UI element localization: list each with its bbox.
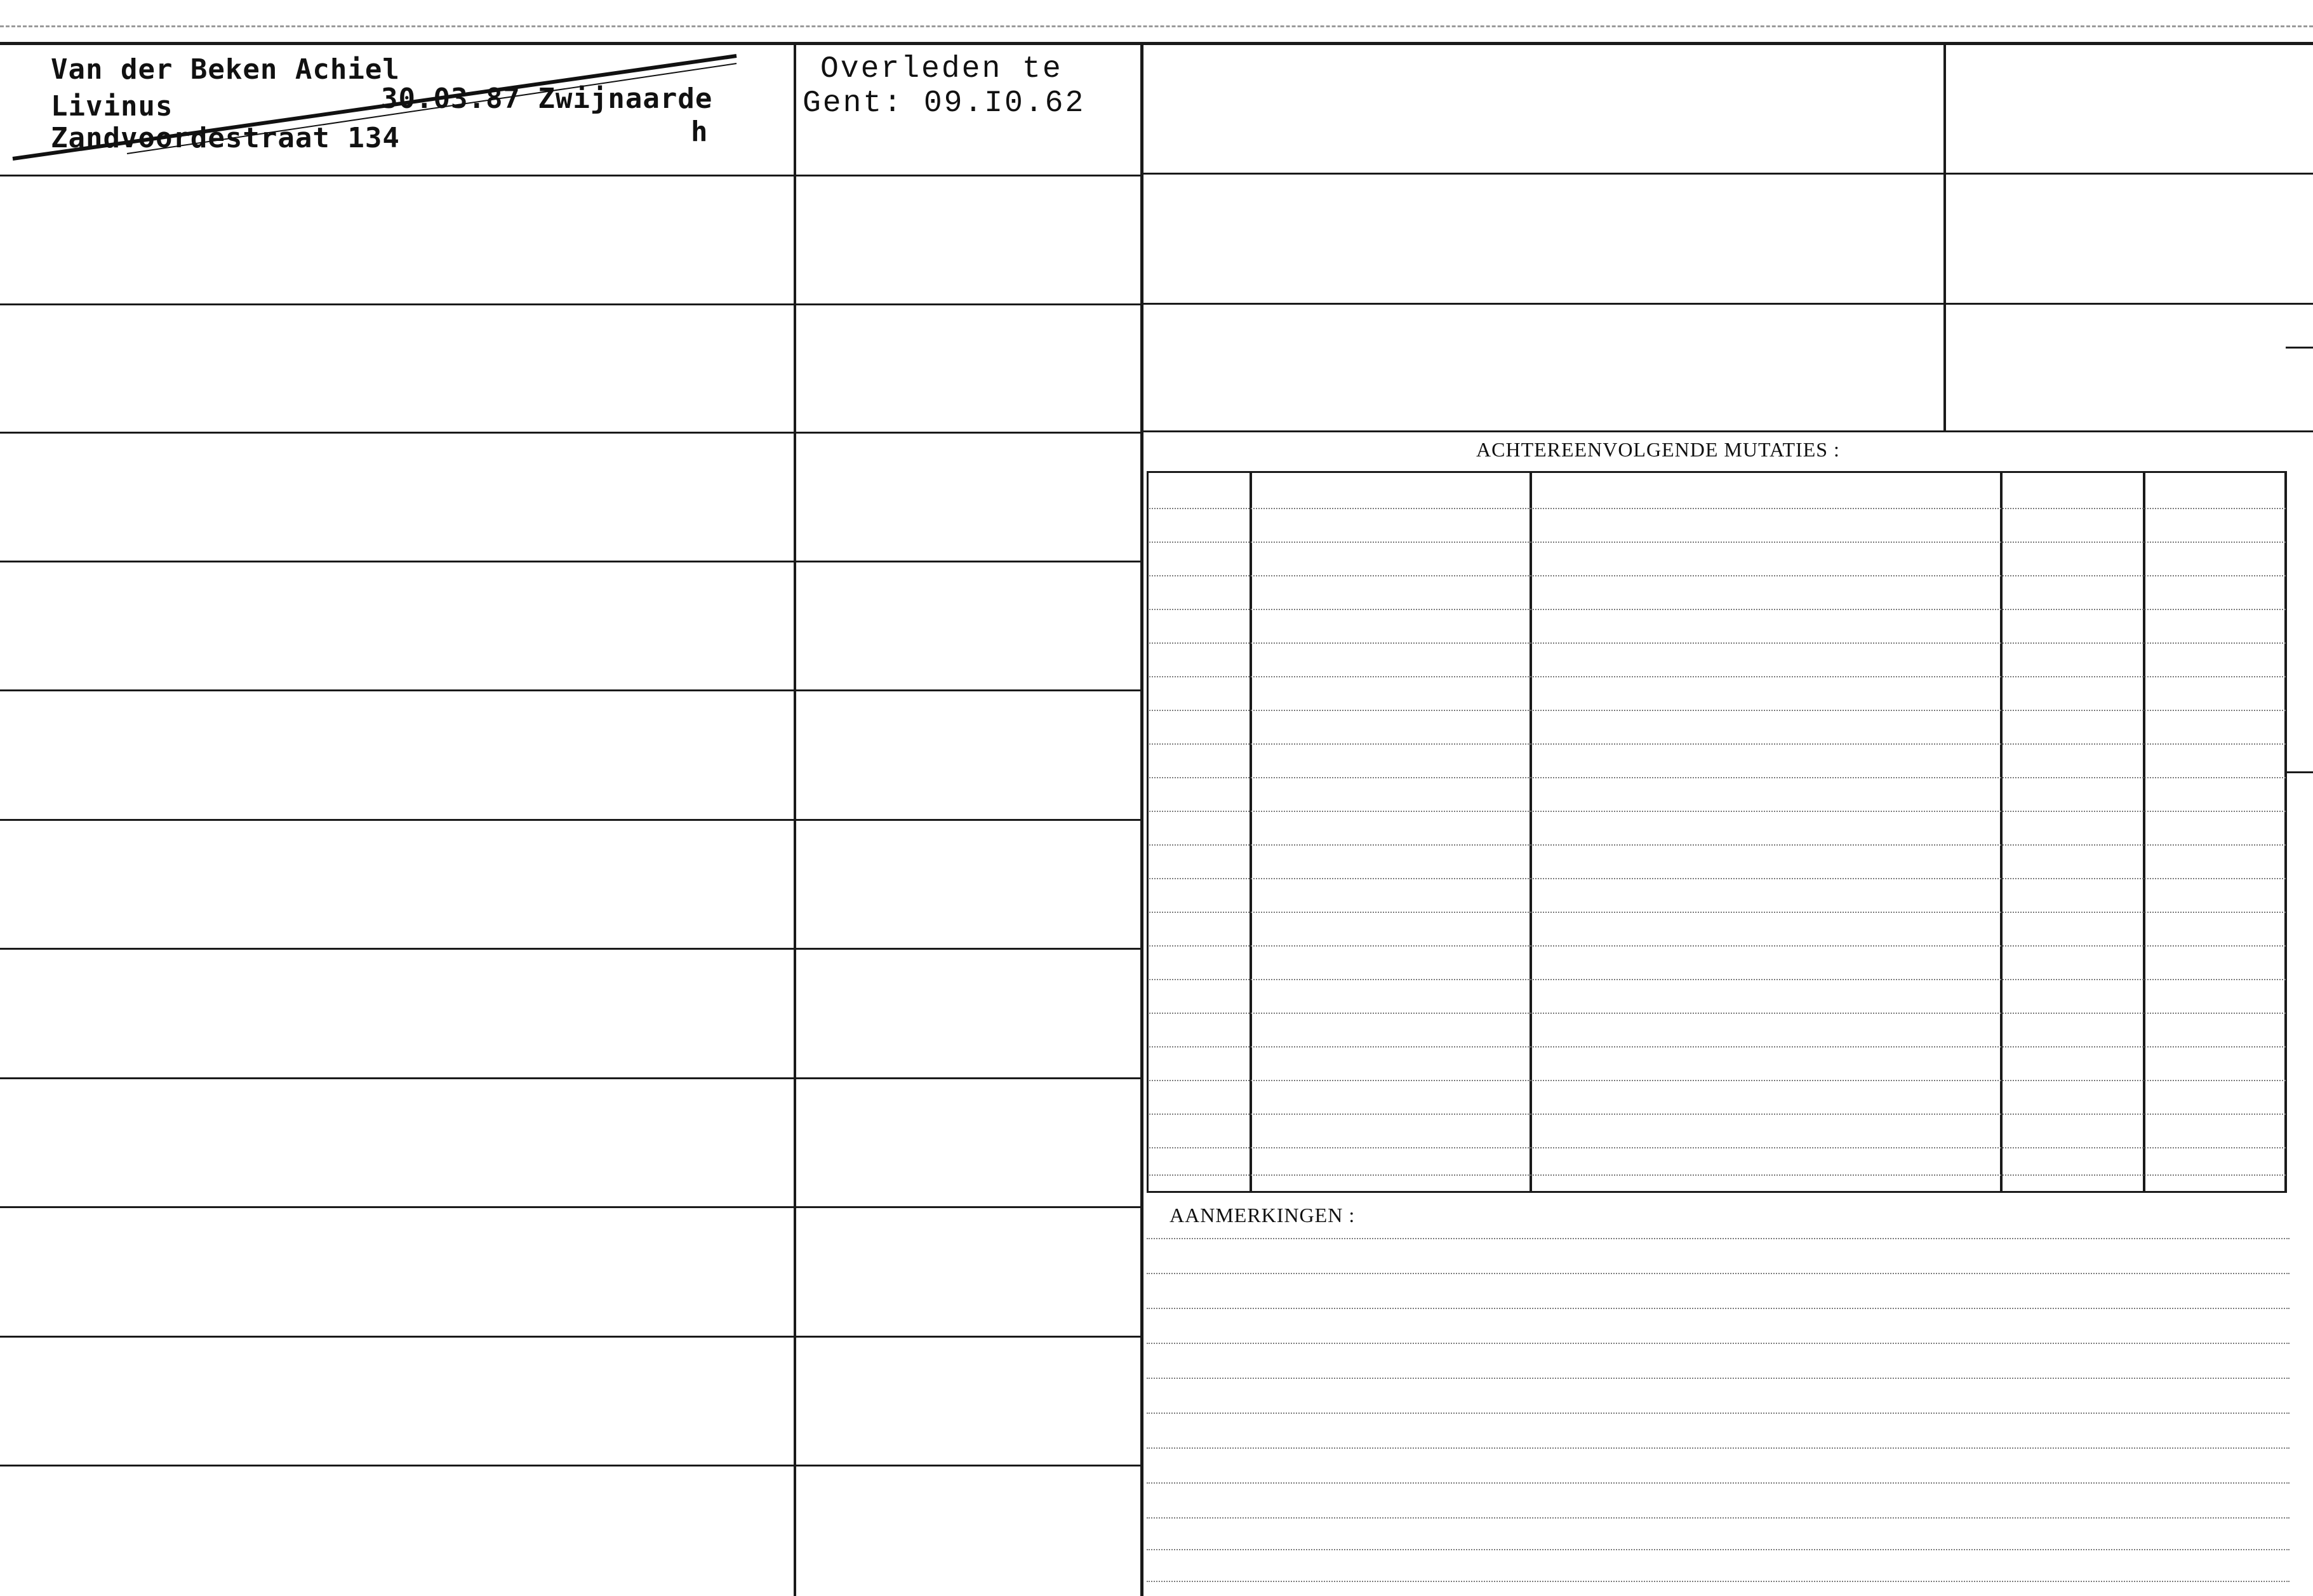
dotted-row [1149, 1174, 2286, 1176]
death-note-line2: Gent: 09.I0.62 [803, 86, 1086, 121]
given-name: Livinus [51, 90, 173, 123]
dotted-row [1149, 1147, 2286, 1148]
dotted-row [1149, 676, 2286, 677]
dotted-row [1149, 743, 2286, 745]
dotted-row [1149, 642, 2286, 644]
mutations-col-divider [2000, 471, 2003, 1191]
dotted-row [1147, 1308, 2290, 1309]
death-note-line1: Overleden te [820, 52, 1063, 86]
dotted-row [1149, 878, 2286, 879]
mutations-col-divider [1147, 471, 1149, 1191]
address-mark: h [691, 116, 709, 148]
dotted-row [1149, 1080, 2286, 1081]
mutations-col-divider [2284, 471, 2287, 1191]
dotted-row [1149, 945, 2286, 947]
mutations-title: ACHTEREENVOLGENDE MUTATIES : [1476, 438, 1840, 461]
dotted-row [1149, 979, 2286, 980]
dotted-row [1149, 1046, 2286, 1047]
strike-stroke-1 [13, 56, 737, 159]
dotted-row [1147, 1413, 2290, 1414]
remarks-title: AANMERKINGEN : [1170, 1204, 1356, 1227]
dotted-row [1149, 575, 2286, 576]
dotted-row [1149, 777, 2286, 778]
dotted-row [1149, 508, 2286, 509]
person-name: Van der Beken Achiel [51, 53, 400, 86]
dotted-row [1147, 1581, 2290, 1582]
dotted-row [1149, 542, 2286, 543]
address: Zandvoordestraat 134 [51, 122, 400, 154]
dotted-row [1147, 1549, 2290, 1550]
mutations-col-divider [1250, 471, 1252, 1191]
dotted-row [1147, 1238, 2290, 1239]
dotted-row [1147, 1343, 2290, 1344]
mutations-col-divider [1530, 471, 1532, 1191]
dotted-row [1149, 710, 2286, 711]
mutations-table-bottom [1147, 1191, 2287, 1193]
dotted-row [1147, 1447, 2290, 1449]
mutations-table-top [1147, 471, 2287, 473]
dotted-row [1149, 1114, 2286, 1115]
dotted-row [1149, 811, 2286, 812]
dotted-row [1149, 844, 2286, 846]
mutations-col-divider [2143, 471, 2145, 1191]
dotted-row [1147, 1378, 2290, 1379]
dotted-row [1149, 912, 2286, 913]
dotted-row [1147, 1482, 2290, 1484]
dotted-row [1149, 609, 2286, 610]
dotted-row [1147, 1517, 2290, 1519]
strike-stroke-2 [127, 63, 737, 154]
birth-date-place: 30.03.87 Zwijnaarde [381, 83, 713, 115]
dotted-row [1149, 1013, 2286, 1014]
dotted-row [1147, 1273, 2290, 1274]
